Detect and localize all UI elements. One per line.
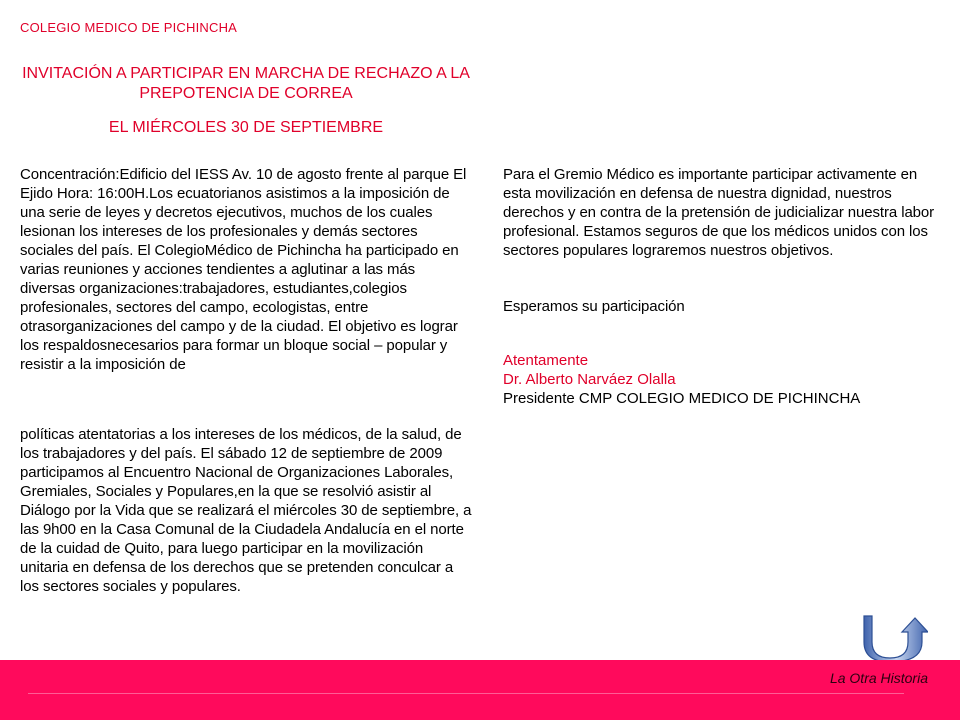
signature-block — [503, 351, 943, 408]
page-title: INVITACIÓN A PARTICIPAR EN MARCHA DE RECHAZO A LA PREPOTENCIA DE CORREA — [22, 65, 470, 102]
body-paragraph-right-1: Para el Gremio Médico es importante participar activamente en esta movilización en defensa de nuestra dignidad, nuestros derechos y en contra de la pretensión de judicializar nuestra labor profesional. Estamos seguros de que los médicos unidos con los sectores populares lograremos nuestros objetivos. — [503, 166, 935, 259]
body-paragraph-right-2: Esperamos su participación — [503, 298, 685, 315]
signer-position: Presidente CMP COLEGIO MEDICO DE PICHINCHA — [503, 390, 861, 407]
u-turn-arrow-icon[interactable] — [860, 612, 928, 662]
footer-bar — [0, 660, 960, 720]
signer-name: Dr. Alberto Narváez Olalla — [503, 371, 676, 388]
closing-text: Atentamente — [503, 352, 589, 369]
body-paragraph-left-2: políticas atentatorias a los intereses de los médicos, de la salud, de los trabajadores y del país. El sábado 12 de septiembre de 2009 participamos al Encuentro Nacional de Organizaciones Laborales, Gremiales, Sociales y Populares,en la que se resolvió asistir al Diálogo por la Vida que se realizará el miércoles 30 de septiembre, a las 9h00 en la Casa Comunal de la Ciudadela Andalucía en el norte de la cuidad de Quito, para luego participar en la movilización unitaria en defensa de los derechos que se pretenden conculcar a los sectores sociales y populares. — [20, 426, 472, 595]
body-paragraph-left-1: Concentración:Edificio del IESS Av. 10 de agosto frente al parque El Ejido Hora: 16:00H.Los ecuatorianos asistimos a la imposición de una serie de leyes y decretos ejecutivos, muchos de los cuales lesionan los intereses de los profesionales y demás sectores sociales del país. El ColegioMédico de Pichincha ha participado en varias reuniones y acciones tendientes a aglutinar a las más diversas organizaciones:trabajadores, estudiantes,colegios profesionales, sectores del campo, ecologistas, entre otrasorganizaciones del campo y de la ciudad. El objetivo es lograr los respaldosnecesarios para formar un bloque social – popular y resistir a la imposición de — [20, 166, 467, 373]
footer-divider — [28, 693, 904, 694]
organization-name: COLEGIO MEDICO DE PICHINCHA — [20, 20, 238, 35]
event-date: EL MIÉRCOLES 30 DE SEPTIEMBRE — [108, 119, 384, 136]
footer-text: La Otra Historia — [829, 670, 928, 686]
